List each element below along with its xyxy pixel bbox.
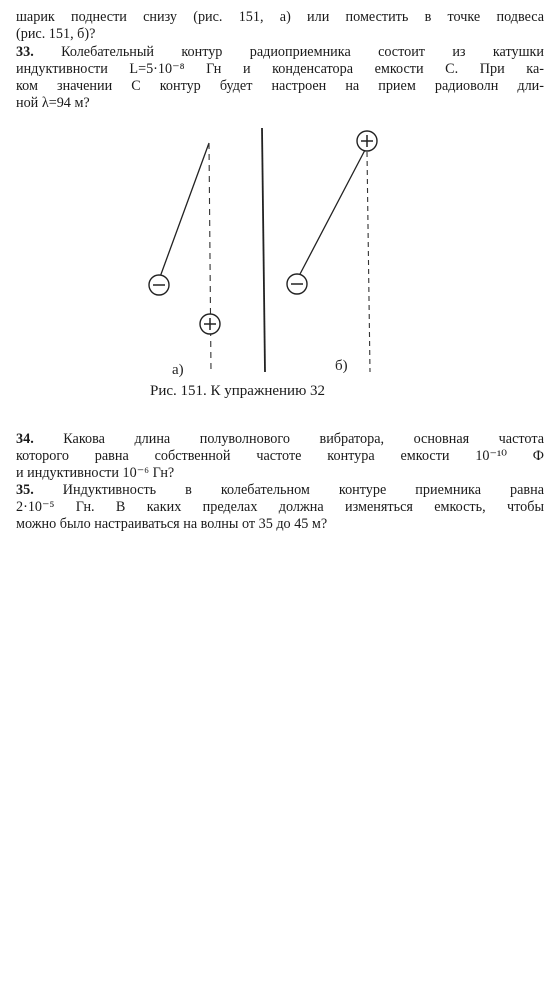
- problem-34-line-2: которого равна собственной частоте контура емкости 10⁻¹⁰ Ф: [16, 448, 544, 464]
- thread-b: [299, 150, 365, 276]
- problem-34: [16, 431, 544, 482]
- negative-ball-b: [287, 274, 307, 294]
- vertical-dashed-a: [209, 143, 211, 372]
- vertical-dashed-b: [367, 152, 370, 372]
- problem-33-number: 33.: [16, 44, 34, 60]
- thread-a: [160, 143, 209, 277]
- problem-35-line-3: можно было настраиваться на волны от 35 до 45 м?: [16, 516, 328, 532]
- intro-line-2: (рис. 151, б)?: [16, 26, 96, 42]
- figure-caption: Рис. 151. К упражнению 32: [150, 383, 326, 399]
- intro-line-1: шарик поднести снизу (рис. 151, а) или поместить в точке подвеса: [16, 9, 544, 25]
- problem-35-number: 35.: [16, 482, 34, 498]
- problem-34-line-3: и индуктивности 10⁻⁶ Гн?: [16, 465, 175, 481]
- problem-35: [16, 482, 544, 533]
- figure-151-pendulums: [0, 0, 559, 420]
- problem-33-line-3: ком значении C контур будет настроен на прием радиоволн дли-: [16, 78, 544, 94]
- positive-ball-b: [357, 131, 377, 151]
- problem-33-line-1: Колебательный контур радиоприемника состоит из катушки: [61, 44, 544, 60]
- problem-35-line-2: 2·10⁻⁵ Гн. В каких пределах должна изменяться емкость, чтобы: [16, 499, 544, 515]
- label-b: б): [335, 358, 348, 374]
- problem-33-line-4: ной λ=94 м?: [16, 95, 90, 111]
- positive-ball-a: [200, 314, 220, 334]
- problem-34-line-1: Какова длина полуволнового вибратора, основная частота: [63, 431, 544, 447]
- problem-34-number: 34.: [16, 431, 34, 447]
- problem-35-line-1: Индуктивность в колебательном контуре приемника равна: [62, 482, 545, 498]
- negative-ball-a: [149, 275, 169, 295]
- divider-line: [262, 128, 265, 372]
- problem-33-line-2: индуктивности L=5·10⁻⁸ Гн и конденсатора емкости C. При ка-: [16, 61, 544, 77]
- label-a: а): [172, 362, 184, 378]
